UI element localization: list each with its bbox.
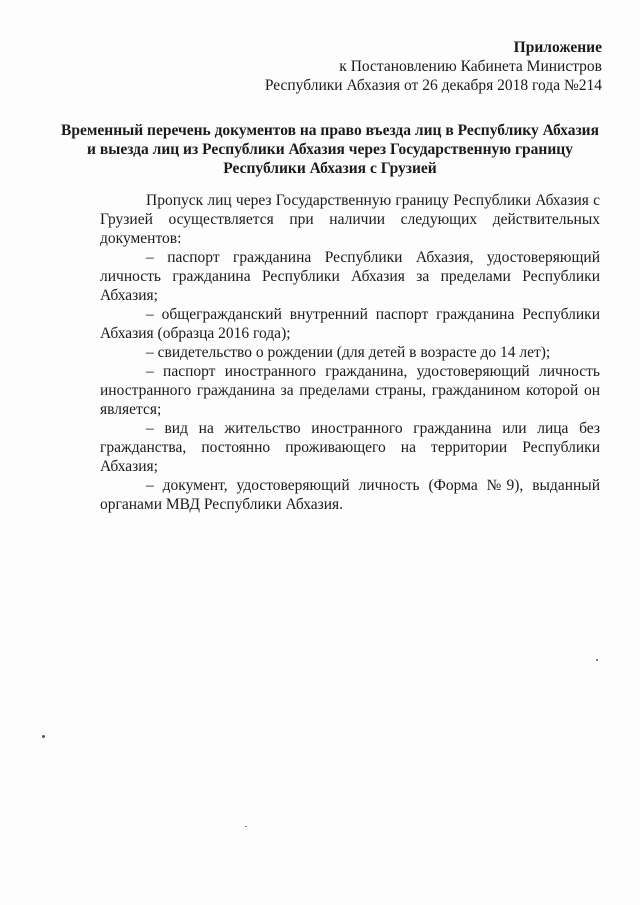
appendix-line-2: Республики Абхазия от 26 декабря 2018 года №214 (264, 77, 602, 94)
list-item: – документ, удостоверяющий личность (Форма №9), выданный органами МВД Республики Абхазия. (100, 477, 600, 513)
list-item: – паспорт иностранного гражданина, удостоверяющий личность иностранного гражданина за пределами страны, гражданином которой он является; (100, 363, 600, 418)
scan-speck (245, 826, 247, 827)
appendix-header (265, 38, 602, 95)
appendix-line-1: к Постановлению Кабинета Министров (339, 58, 602, 75)
list-item: – свидетельство о рождении (для детей в возрасте до 14 лет); (146, 344, 551, 361)
scan-speck (596, 659, 598, 661)
list-item: – вид на жительство иностранного гражданина или лица без гражданства, постоянно проживающего на территории Республики Абхазия; (100, 420, 600, 475)
appendix-label: Приложение (513, 39, 602, 56)
document-title: Временный перечень документов на право въезда лиц в Республику Абхазия и выезда лиц из Республики Абхазия через Государственную границу Республики Абхазия с Грузией (61, 122, 599, 177)
list-item: – паспорт гражданина Республики Абхазия, удостоверяющий личность гражданина Республики Абхазия за пределами Республики Абхазия; (100, 249, 600, 304)
scan-speck (42, 735, 45, 738)
document-body (100, 191, 600, 514)
list-item: – общегражданский внутренний паспорт гражданина Республики Абхазия (образца 2016 года); (100, 306, 600, 342)
intro-paragraph: Пропуск лиц через Государственную границу Республики Абхазия с Грузией осуществляется при наличии следующих действительных документов: (100, 192, 600, 247)
